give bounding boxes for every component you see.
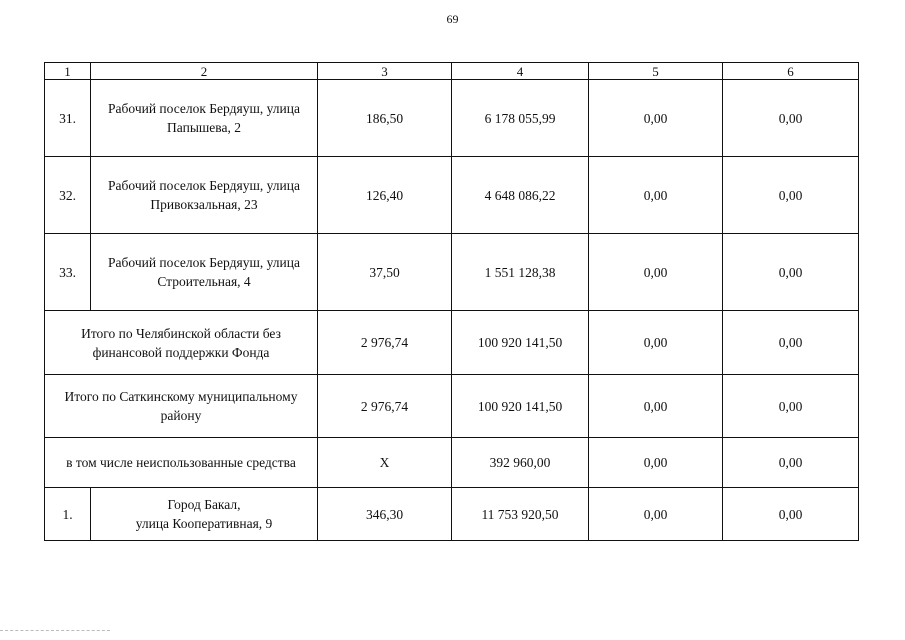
address-line-2: улица Кооперативная, 9 (135, 516, 273, 531)
page-number: 69 (446, 12, 459, 26)
col6-cell: 0,00 (723, 80, 859, 157)
col5-cell: 0,00 (589, 80, 723, 157)
col5-cell: 0,00 (589, 157, 723, 234)
total-label-line-2: финансовой поддержки Фонда (92, 344, 270, 360)
cost-cell: 100 920 141,50 (452, 311, 589, 375)
address-cell (91, 80, 318, 157)
unused-label-cell: в том числе неиспользованные средства (45, 438, 318, 488)
col5-cell: 0,00 (589, 234, 723, 311)
address-cell (91, 488, 318, 541)
area-cell: 2 976,74 (318, 311, 452, 375)
total-label-cell (45, 311, 318, 375)
address-line-1: Рабочий поселок Бердяуш, улица (108, 255, 300, 270)
col6-cell: 0,00 (723, 157, 859, 234)
cost-cell: 6 178 055,99 (452, 80, 589, 157)
col6-cell: 0,00 (723, 311, 859, 375)
address-line-1: Рабочий поселок Бердяуш, улица (108, 178, 300, 193)
address-line-2: Строительная, 4 (157, 274, 251, 289)
cost-cell: 11 753 920,50 (452, 488, 589, 541)
area-cell: 37,50 (318, 234, 452, 311)
row-number: 31. (45, 80, 91, 157)
address-line-1: Город Бакал, (167, 497, 241, 512)
total-row-region (45, 311, 859, 375)
col6-cell: 0,00 (723, 375, 859, 438)
area-cell: 126,40 (318, 157, 452, 234)
header-cell-6: 6 (723, 63, 859, 80)
table-header-row (45, 63, 859, 80)
table-row (45, 234, 859, 311)
col6-cell: 0,00 (723, 488, 859, 541)
total-label-line-1: Итого по Саткинскому муниципальному (64, 389, 298, 404)
total-row-district (45, 375, 859, 438)
unused-funds-row (45, 438, 859, 488)
header-cell-3: 3 (318, 63, 452, 80)
total-label-line-2: району (160, 408, 202, 423)
table-row (45, 80, 859, 157)
row-number: 33. (45, 234, 91, 311)
col6-cell: 0,00 (723, 438, 859, 488)
header-cell-5: 5 (589, 63, 723, 80)
header-cell-4: 4 (452, 63, 589, 80)
address-line-1: Рабочий поселок Бердяуш, улица (108, 101, 300, 116)
total-label-line-1: Итого по Челябинской области без (81, 325, 281, 341)
address-cell (91, 234, 318, 311)
area-cell: X (318, 438, 452, 488)
table-row (45, 157, 859, 234)
row-number: 32. (45, 157, 91, 234)
col5-cell: 0,00 (589, 375, 723, 438)
cost-cell: 4 648 086,22 (452, 157, 589, 234)
area-cell: 2 976,74 (318, 375, 452, 438)
address-line-2: Привокзальная, 23 (150, 197, 258, 212)
row-number: 1. (45, 488, 91, 541)
cost-cell: 100 920 141,50 (452, 375, 589, 438)
data-table (44, 62, 859, 541)
table-row (45, 488, 859, 541)
header-cell-2: 2 (91, 63, 318, 80)
area-cell: 346,30 (318, 488, 452, 541)
col6-cell: 0,00 (723, 234, 859, 311)
scan-artifact (0, 630, 110, 633)
address-cell (91, 157, 318, 234)
header-cell-1: 1 (45, 63, 91, 80)
address-line-2: Папышева, 2 (167, 120, 241, 135)
cost-cell: 1 551 128,38 (452, 234, 589, 311)
area-cell: 186,50 (318, 80, 452, 157)
cost-cell: 392 960,00 (452, 438, 589, 488)
col5-cell: 0,00 (589, 488, 723, 541)
col5-cell: 0,00 (589, 438, 723, 488)
total-label-cell (45, 375, 318, 438)
col5-cell: 0,00 (589, 311, 723, 375)
